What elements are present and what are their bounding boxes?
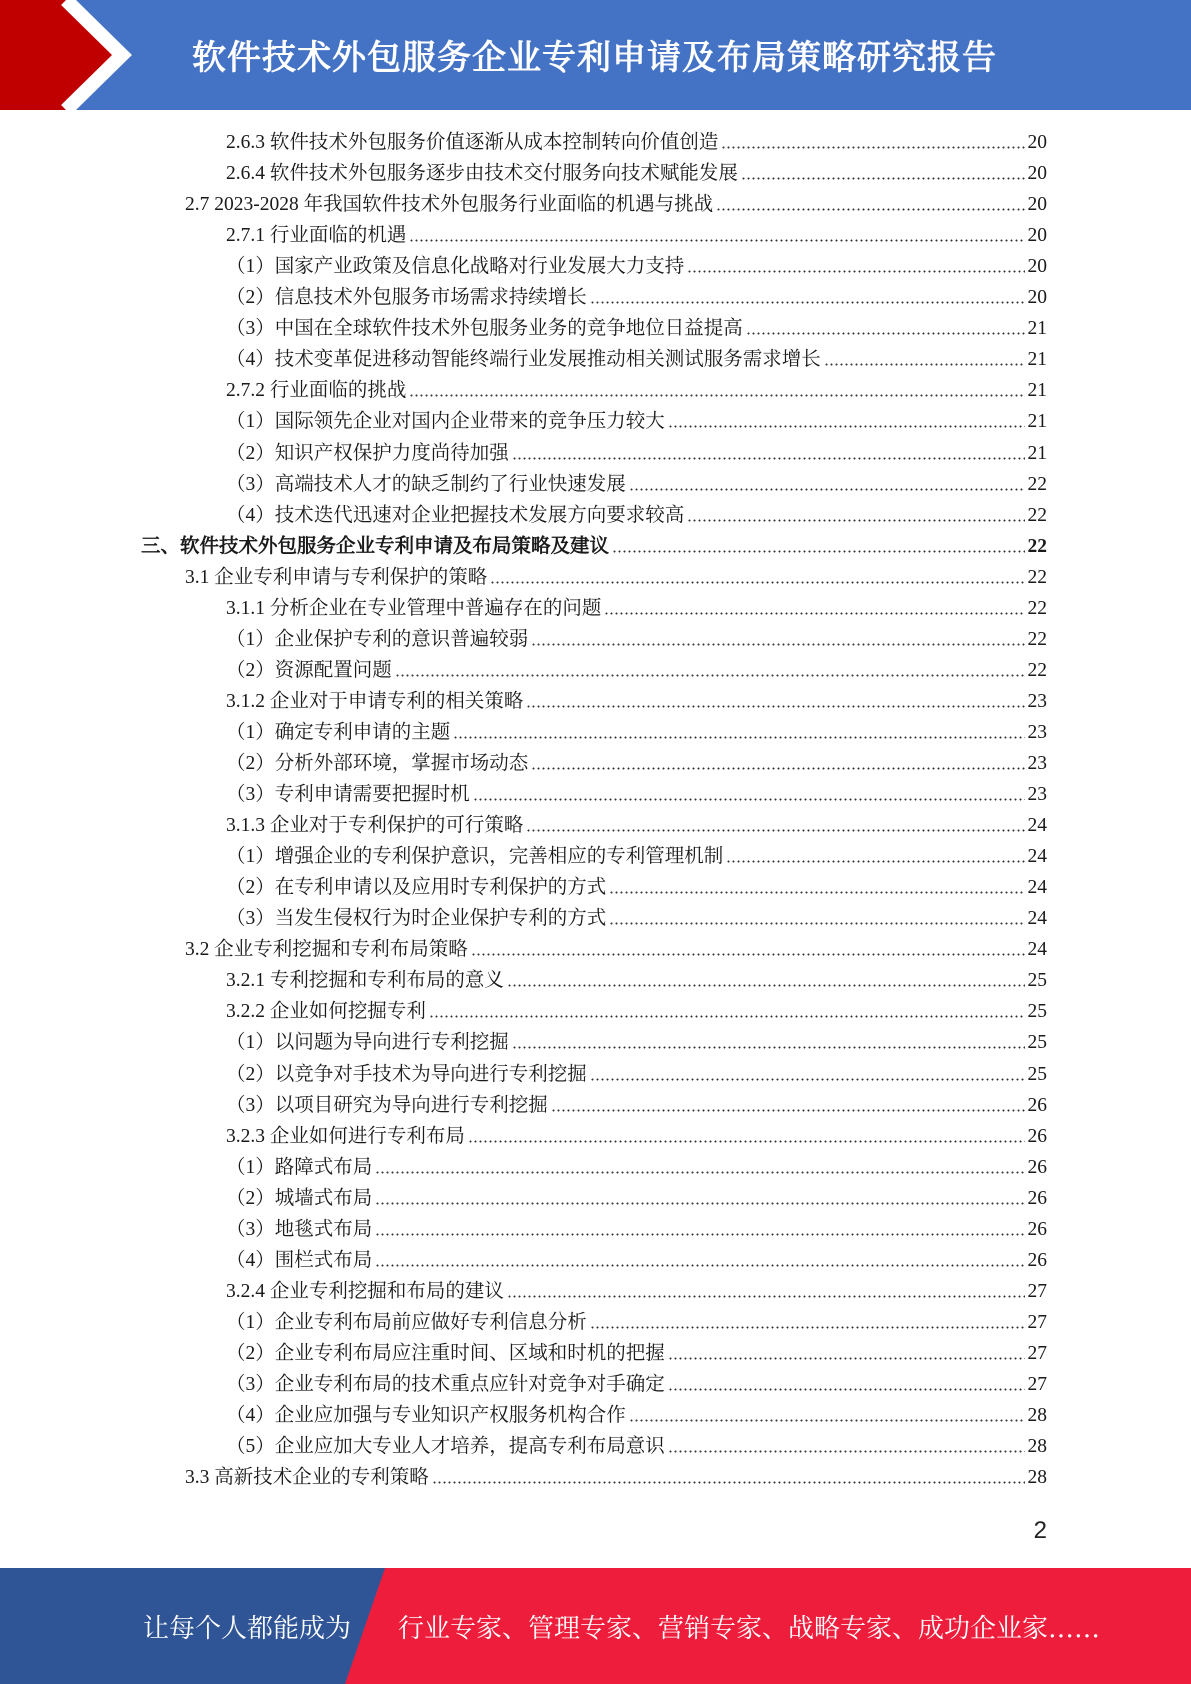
toc-entry-label: （5）企业应加大专业人才培养，提高专利布局意识 (226, 1436, 665, 1458)
toc-entry-label: （2）以竞争对手技术为导向进行专利挖掘 (226, 1063, 587, 1085)
toc-dot-leader (375, 1233, 1024, 1236)
toc-entry[interactable] (226, 344, 1047, 375)
toc-entry[interactable] (226, 313, 1047, 344)
toc-entry[interactable] (226, 965, 1047, 996)
toc-dot-leader (741, 177, 1025, 180)
toc-dot-leader (590, 1326, 1025, 1329)
toc-entry[interactable] (226, 810, 1047, 841)
toc-dot-leader (375, 1264, 1024, 1267)
toc-entry-page: 24 (1027, 877, 1047, 899)
toc-entry[interactable] (226, 1090, 1047, 1121)
toc-entry-page: 22 (1027, 628, 1047, 650)
toc-entry-label: （1）国际领先企业对国内企业带来的竞争压力较大 (226, 411, 665, 433)
toc-entry-label: （3）高端技术人才的缺乏制约了行业快速发展 (226, 473, 626, 495)
toc-entry-label: （2）知识产权保护力度尚待加强 (226, 442, 509, 464)
toc-entry-page: 20 (1027, 132, 1047, 153)
toc-entry-label: （1）确定专利申请的主题 (226, 721, 451, 743)
toc-entry[interactable] (185, 562, 1047, 593)
footer-slogan-left: 让每个人都能成为 (143, 1614, 352, 1644)
toc-entry[interactable] (226, 1245, 1047, 1276)
toc-entry-label: 3.3 高新技术企业的专利策略 (185, 1467, 429, 1489)
toc-dot-leader (395, 674, 1025, 677)
toc-entry[interactable] (226, 406, 1047, 437)
toc-entry-label: （2）信息技术外包服务市场需求持续增长 (226, 287, 587, 309)
toc-entry-page: 20 (1027, 163, 1047, 185)
toc-entry-page: 22 (1027, 659, 1047, 681)
toc-dot-leader (629, 488, 1025, 491)
toc-dot-leader (687, 519, 1024, 522)
toc-dot-leader (531, 643, 1024, 646)
toc-entry[interactable] (226, 469, 1047, 500)
toc-entry[interactable] (226, 1431, 1047, 1462)
toc-dot-leader (468, 1140, 1025, 1143)
toc-entry[interactable] (226, 872, 1047, 903)
toc-entry[interactable] (185, 1462, 1047, 1493)
toc-entry-page: 28 (1027, 1436, 1047, 1458)
toc-dot-leader (609, 922, 1024, 925)
toc-entry-page: 23 (1027, 690, 1047, 712)
toc-dot-leader (590, 301, 1025, 304)
toc-entry[interactable] (185, 189, 1047, 220)
toc-entry-label: 2.7.1 行业面临的机遇 (226, 225, 407, 247)
toc-dot-leader (609, 891, 1024, 894)
toc-entry-label: 2.7.2 行业面临的挑战 (226, 380, 407, 402)
toc-entry[interactable] (226, 1152, 1047, 1183)
toc-entry[interactable] (226, 220, 1047, 251)
toc-entry-label: （1）企业专利布局前应做好专利信息分析 (226, 1311, 587, 1333)
toc-entry[interactable] (226, 500, 1047, 531)
toc-dot-leader (668, 1357, 1025, 1360)
toc-entry[interactable] (226, 624, 1047, 655)
toc-dot-leader (612, 550, 1024, 553)
toc-entry-page: 22 (1027, 504, 1047, 526)
toc-dot-leader (604, 612, 1024, 615)
toc-entry-page: 21 (1027, 442, 1047, 464)
toc-dot-leader (824, 363, 1025, 366)
toc-dot-leader (590, 1078, 1025, 1081)
toc-dot-leader (629, 1419, 1025, 1422)
toc-entry-page: 26 (1027, 1125, 1047, 1147)
toc-entry-page: 26 (1027, 1249, 1047, 1271)
toc-entry[interactable] (185, 934, 1047, 965)
toc-entry-label: （1）国家产业政策及信息化战略对行业发展大力支持 (226, 256, 685, 278)
toc-dot-leader (668, 1388, 1025, 1391)
toc-entry[interactable] (226, 1121, 1047, 1152)
toc-dot-leader (375, 1202, 1024, 1205)
toc-dot-leader (409, 239, 1024, 242)
toc-entry-page: 25 (1027, 1032, 1047, 1054)
toc-dot-leader (432, 1481, 1025, 1484)
toc-entry-label: （1）企业保护专利的意识普遍较弱 (226, 628, 529, 650)
toc-entry-page: 26 (1027, 1094, 1047, 1116)
toc-entry-page: 27 (1027, 1311, 1047, 1333)
toc-entry-label: 2.6.4 软件技术外包服务逐步由技术交付服务向技术赋能发展 (226, 163, 738, 185)
toc-dot-leader (668, 1450, 1025, 1453)
toc-entry-page: 20 (1027, 256, 1047, 278)
toc-entry-page: 20 (1027, 225, 1047, 247)
toc-entry[interactable] (226, 438, 1047, 469)
toc-entry-page: 28 (1027, 1467, 1047, 1489)
toc-entry-page: 20 (1027, 194, 1047, 216)
toc-entry[interactable] (226, 1214, 1047, 1245)
toc-entry-label: （3）以项目研究为导向进行专利挖掘 (226, 1094, 548, 1116)
toc-dot-leader (471, 953, 1025, 956)
toc-entry-page: 23 (1027, 721, 1047, 743)
toc-entry-label: 三、软件技术外包服务企业专利申请及布局策略及建议 (141, 535, 610, 557)
toc-dot-leader (716, 208, 1024, 211)
toc-dot-leader (453, 736, 1024, 739)
toc-entry-label: （2）在专利申请以及应用时专利保护的方式 (226, 877, 607, 899)
toc-entry-page: 27 (1027, 1342, 1047, 1364)
toc-entry[interactable] (226, 686, 1047, 717)
footer-slogan-right: 行业专家、管理专家、营销专家、战略专家、成功企业家…… (398, 1614, 1101, 1644)
toc-entry-label: 2.7 2023-2028 年我国软件技术外包服务行业面临的机遇与挑战 (185, 194, 714, 216)
toc-dot-leader (668, 425, 1025, 428)
toc-entry-label: 3.1.1 分析企业在专业管理中普遍存在的问题 (226, 597, 602, 619)
toc-entry-page: 21 (1027, 380, 1047, 402)
toc-entry-label: 3.1.3 企业对于专利保护的可行策略 (226, 815, 524, 837)
toc-entry-label: （4）围栏式布局 (226, 1249, 373, 1271)
toc-entry-label: （4）企业应加强与专业知识产权服务机构合作 (226, 1405, 626, 1427)
toc-dot-leader (512, 457, 1025, 460)
toc-dot-leader (526, 829, 1024, 832)
toc-entry[interactable] (226, 841, 1047, 872)
toc-entry[interactable] (226, 717, 1047, 748)
toc-entry-page: 24 (1027, 846, 1047, 868)
toc-entry-page: 22 (1027, 535, 1047, 557)
toc-dot-leader (526, 705, 1024, 708)
report-title: 软件技术外包服务企业专利申请及布局策略研究报告 (192, 38, 997, 78)
toc-entry-label: 2.6.3 软件技术外包服务价值逐渐从成本控制转向价值创造 (226, 132, 719, 153)
toc-entry-label: 3.2.4 企业专利挖掘和布局的建议 (226, 1280, 504, 1302)
toc-entry-page: 20 (1027, 287, 1047, 309)
toc-entry-page: 25 (1027, 970, 1047, 992)
toc-entry[interactable] (226, 375, 1047, 406)
toc-entry-label: （2）城墙式布局 (226, 1187, 373, 1209)
toc-entry-label: （3）地毯式布局 (226, 1218, 373, 1240)
toc-entry[interactable] (226, 158, 1047, 189)
toc-entry-label: （4）技术变革促进移动智能终端行业发展推动相关测试服务需求增长 (226, 349, 821, 371)
toc-entry[interactable] (226, 593, 1047, 624)
toc-entry[interactable] (226, 282, 1047, 313)
toc-dot-leader (409, 394, 1024, 397)
toc-entry-page: 21 (1027, 318, 1047, 340)
toc-entry-label: 3.2.2 企业如何挖掘专利 (226, 1001, 426, 1023)
toc-entry-page: 25 (1027, 1001, 1047, 1023)
page-number: 2 (1033, 1517, 1047, 1544)
toc-dot-leader (551, 1109, 1025, 1112)
toc-entry-label: （2）企业专利布局应注重时间、区域和时机的把握 (226, 1342, 665, 1364)
toc-entry-page: 25 (1027, 1063, 1047, 1085)
toc-dot-leader (721, 146, 1024, 149)
toc-entry-label: （3）中国在全球软件技术外包服务业务的竞争地位日益提高 (226, 318, 743, 340)
toc-entry[interactable] (226, 1027, 1047, 1058)
toc-entry-label: （1）路障式布局 (226, 1156, 373, 1178)
toc-entry-label: （2）分析外部环境，掌握市场动态 (226, 753, 529, 774)
toc-entry-page: 24 (1027, 815, 1047, 837)
toc-dot-leader (507, 1295, 1025, 1298)
toc-entry-label: （1）增强企业的专利保护意识，完善相应的专利管理机制 (226, 846, 724, 868)
toc-dot-leader (746, 332, 1025, 335)
toc-entry-page: 23 (1027, 784, 1047, 806)
toc-entry-label: （1）以问题为导向进行专利挖掘 (226, 1032, 509, 1054)
toc-entry[interactable] (226, 1369, 1047, 1400)
toc-dot-leader (429, 1015, 1025, 1018)
toc-dot-leader (531, 767, 1024, 770)
toc-entry-label: （4）技术迭代迅速对企业把握技术发展方向要求较高 (226, 504, 685, 526)
toc-entry-label: 3.1 企业专利申请与专利保护的策略 (185, 566, 488, 588)
toc-entry-page: 21 (1027, 349, 1047, 371)
toc-entry[interactable] (226, 1338, 1047, 1369)
toc-entry[interactable] (226, 996, 1047, 1027)
toc-entry[interactable] (226, 655, 1047, 686)
toc-entry-page: 24 (1027, 939, 1047, 961)
toc-entry[interactable] (226, 1183, 1047, 1214)
toc-dot-leader (507, 984, 1025, 987)
toc-entry-page: 21 (1027, 411, 1047, 433)
toc-entry[interactable] (226, 779, 1047, 810)
toc-entry[interactable] (226, 251, 1047, 282)
toc-dot-leader (490, 581, 1024, 584)
toc-dot-leader (473, 798, 1025, 801)
toc-entry-label: （3）企业专利布局的技术重点应针对竞争对手确定 (226, 1374, 665, 1395)
footer-banner (0, 1568, 1191, 1684)
toc-entry-page: 23 (1027, 753, 1047, 774)
toc-entry-page: 26 (1027, 1218, 1047, 1240)
toc-entry[interactable] (226, 903, 1047, 934)
toc-entry[interactable] (226, 1059, 1047, 1090)
toc-entry-page: 27 (1027, 1280, 1047, 1302)
toc-entry-page: 27 (1027, 1374, 1047, 1395)
header-chevron-graphic (0, 0, 160, 110)
toc-entry-page: 26 (1027, 1156, 1047, 1178)
toc-dot-leader (512, 1046, 1025, 1049)
toc-entry-label: （2）资源配置问题 (226, 659, 392, 681)
toc-entry-page: 22 (1027, 566, 1047, 588)
toc-entry[interactable] (226, 1276, 1047, 1307)
toc-entry[interactable] (226, 1307, 1047, 1338)
toc-entry-label: 3.2 企业专利挖掘和专利布局策略 (185, 939, 468, 961)
toc-dot-leader (726, 860, 1024, 863)
toc-entry-page: 22 (1027, 473, 1047, 495)
toc-entry-label: （3）当发生侵权行为时企业保护专利的方式 (226, 908, 607, 930)
toc-entry[interactable] (226, 748, 1047, 779)
toc-entry[interactable] (226, 1400, 1047, 1431)
toc-entry-label: 3.1.2 企业对于申请专利的相关策略 (226, 690, 524, 712)
toc-entry-page: 22 (1027, 597, 1047, 619)
toc-entry-page: 26 (1027, 1187, 1047, 1209)
toc-entry-label: 3.2.1 专利挖掘和专利布局的意义 (226, 970, 504, 992)
toc-entry-page: 28 (1027, 1405, 1047, 1427)
toc-entry-label: 3.2.3 企业如何进行专利布局 (226, 1125, 465, 1147)
toc-entry-page: 24 (1027, 908, 1047, 930)
toc-entry[interactable] (141, 531, 1047, 562)
toc-entry-label: （3）专利申请需要把握时机 (226, 784, 470, 806)
toc-dot-leader (687, 270, 1024, 273)
toc-dot-leader (375, 1171, 1024, 1174)
toc-entry[interactable] (226, 127, 1047, 158)
header-banner (0, 0, 1191, 110)
